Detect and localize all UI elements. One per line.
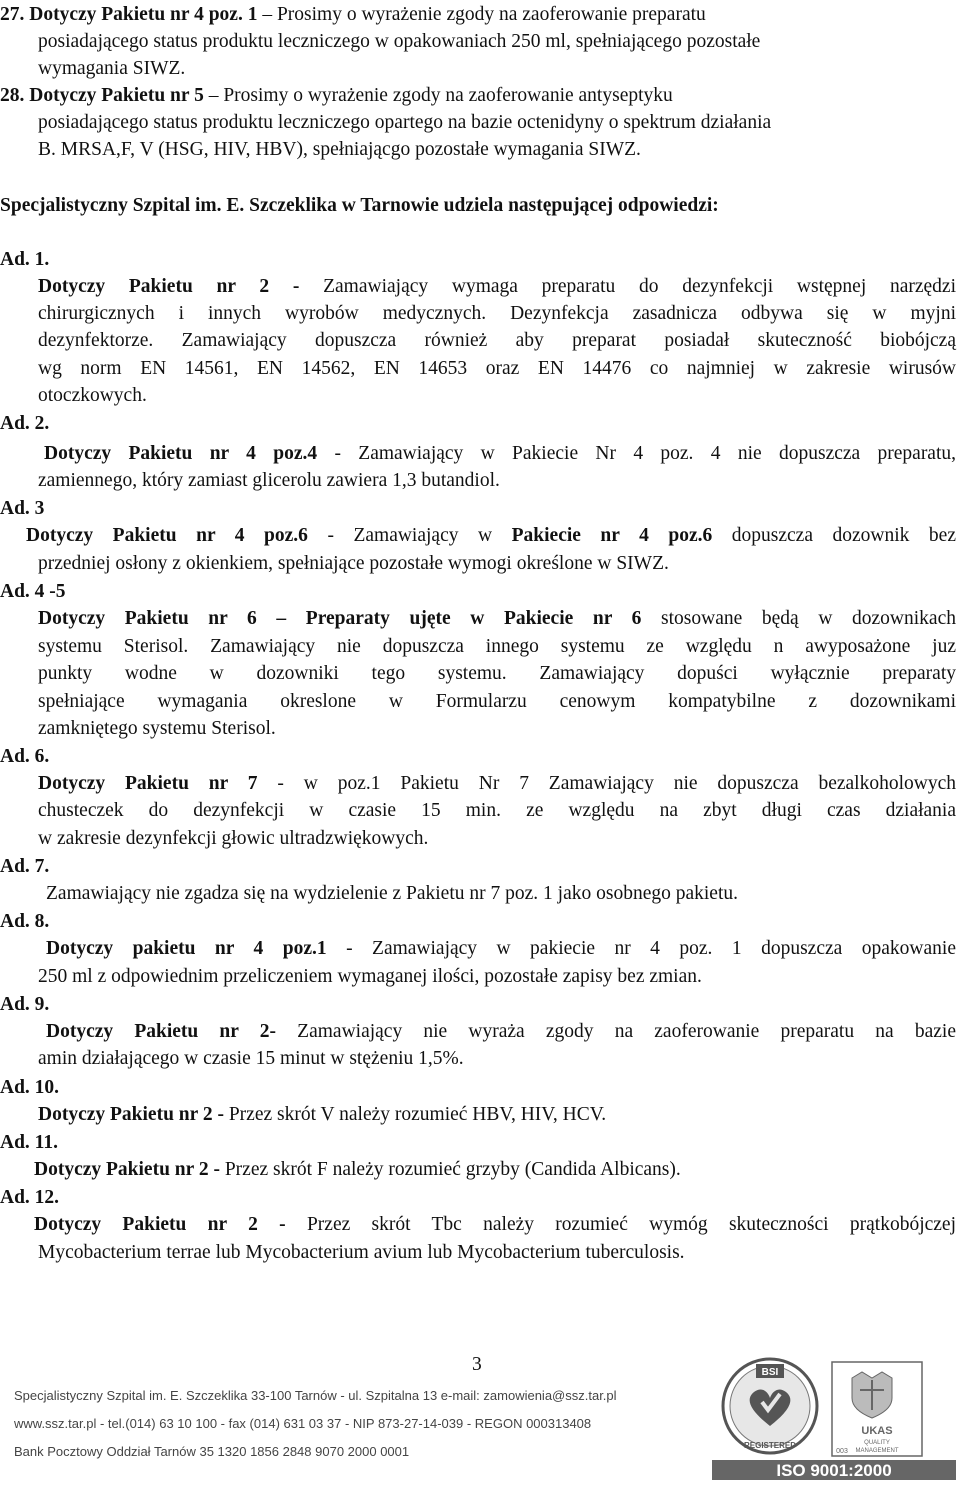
ad-2-line-1 bbox=[44, 441, 956, 468]
ad-8-label: Ad. 8. bbox=[0, 911, 50, 932]
ad-4-5-line-5: zamkniętego systemu Sterisol. bbox=[38, 718, 276, 739]
ad-10-line-1 bbox=[38, 1102, 606, 1129]
ad-6-line-3: w zakresie dezynfekcji głowic ultradzwiękowych. bbox=[38, 828, 429, 849]
item-number: 28. bbox=[0, 85, 25, 106]
ad-1-line-1 bbox=[38, 274, 956, 301]
ad-9-line-2: amin działającego w czasie 15 minut w stężeniu 1,5%. bbox=[38, 1048, 464, 1069]
ad-6-line-2: chusteczek do dezynfekcji w czasie 15 min. ze względu na zbyt długi czas działania bbox=[38, 800, 956, 821]
ad-8-bold: Dotyczy pakietu nr 4 poz.1 bbox=[46, 938, 327, 959]
item-28-line-3: B. MRSA,F, V (HSG, HIV, HBV), spełniającgo pozostałe wymagania SIWZ. bbox=[38, 139, 641, 160]
ad-1-line-2: chirurgicznych i innych wyrobów medycznych. Dezynfekcja zasadnicza odbywa się w myjni bbox=[38, 303, 956, 324]
ad-12-label: Ad. 12. bbox=[0, 1187, 60, 1208]
ad-4-5-line-1 bbox=[38, 606, 956, 633]
ad-6-text: - w poz.1 Pakietu Nr 7 Zamawiający nie dopuszcza bezalkoholowych bbox=[257, 773, 957, 794]
footer-contact: www.ssz.tar.pl - tel.(014) 63 10 100 - fax (014) 631 03 37 - NIP 873-27-14-039 - REGON 000313408 bbox=[14, 1416, 592, 1431]
ad-3-line-2: przedniej osłony z okienkiem, spełniające pozostałe wymogi określone w SIWZ. bbox=[38, 553, 669, 574]
ad-1-label: Ad. 1. bbox=[0, 249, 50, 270]
ad-11-label: Ad. 11. bbox=[0, 1132, 58, 1153]
item-lead: Dotyczy Pakietu nr 4 poz. 1 bbox=[29, 4, 258, 25]
ad-6-line-1 bbox=[38, 771, 956, 798]
iso-text: ISO 9001:2000 bbox=[776, 1461, 892, 1480]
ad-12-text: Przez skrót Tbc należy rozumieć wymóg skuteczności prątkobójczej bbox=[285, 1214, 956, 1235]
ad-4-5-line-2: systemu Sterisol. Zamawiający nie dopuszcza innego systemu ze względu n awyposażone juz bbox=[38, 636, 956, 657]
ukas-quality-text: QUALITY bbox=[864, 1440, 890, 1446]
ad-11-bold: Dotyczy Pakietu nr 2 - bbox=[34, 1159, 220, 1180]
ad-4-5-bold: Dotyczy Pakietu nr 6 – Preparaty ujęte w Pakiecie nr 6 bbox=[38, 608, 642, 629]
ad-3-text-rest: dopuszcza dozownik bez bbox=[712, 525, 956, 546]
ad-12-bold: Dotyczy Pakietu nr 2 - bbox=[34, 1214, 286, 1235]
ad-8-line-1 bbox=[46, 936, 956, 963]
ad-3-label: Ad. 3 bbox=[0, 498, 45, 519]
ad-8-line-2: 250 ml z odpowiednim przeliczeniem wymaganej ilości, pozostałe zapisy bez zmian. bbox=[38, 966, 702, 987]
ukas-badge bbox=[832, 1362, 922, 1456]
ad-12-line-1 bbox=[34, 1212, 956, 1239]
ad-4-5-text: stosowane będą w dozownikach bbox=[641, 608, 956, 629]
ad-7-label: Ad. 7. bbox=[0, 856, 50, 877]
ad-2-text: - Zamawiający w Pakiecie Nr 4 poz. 4 nie dopuszcza preparatu, bbox=[317, 443, 957, 464]
certification-badges bbox=[712, 1356, 956, 1480]
iso-certification-logo bbox=[712, 1356, 956, 1480]
footer-bank: Bank Pocztowy Oddział Tarnów 35 1320 1856 2848 9070 2000 0001 bbox=[14, 1444, 410, 1459]
ukas-management-text: MANAGEMENT bbox=[855, 1448, 899, 1454]
ad-1-line-3: dezynfektorze. Zamawiający dopuszcza również aby preparat posiadał skuteczność biobójczą bbox=[38, 330, 956, 351]
ad-11-text: Przez skrót F należy rozumieć grzyby (Candida Albicans). bbox=[219, 1159, 681, 1180]
item-28-line-1 bbox=[0, 83, 673, 110]
item-28-line-2: posiadającego status produktu leczniczego opartego na bazie octenidyny o spektrum działania bbox=[38, 112, 772, 133]
ad-11-line-1 bbox=[34, 1157, 681, 1184]
footer-address: Specjalistyczny Szpital im. E. Szczeklika 33-100 Tarnów - ul. Szpitalna 13 e-mail: zamowienia@ssz.tar.pl bbox=[14, 1388, 617, 1403]
ad-1-line-4: wg norm EN 14561, EN 14562, EN 14653 oraz EN 14476 co najmniej w zakresie wirusów bbox=[38, 358, 956, 379]
ad-1-line-5: otoczkowych. bbox=[38, 385, 147, 406]
ad-3-text: - Zamawiający w bbox=[307, 525, 512, 546]
bsi-text: BSI bbox=[761, 1367, 779, 1378]
ad-2-label: Ad. 2. bbox=[0, 413, 50, 434]
ad-3-bold-2: Pakiecie nr 4 poz.6 bbox=[511, 525, 713, 546]
page-number: 3 bbox=[472, 1354, 482, 1375]
ad-2-bold: Dotyczy Pakietu nr 4 poz.4 bbox=[44, 443, 318, 464]
ad-9-label: Ad. 9. bbox=[0, 994, 50, 1015]
ad-10-text: Przez skrót V należy rozumieć HBV, HIV, HCV. bbox=[223, 1104, 607, 1125]
item-text: – Prosimy o wyrażenie zgody na zaoferowanie antyseptyku bbox=[203, 85, 673, 106]
ad-6-label: Ad. 6. bbox=[0, 746, 50, 767]
response-heading: Specjalistyczny Szpital im. E. Szczeklika w Tarnowie udziela następującej odpowiedzi: bbox=[0, 195, 719, 216]
ad-3-line-1 bbox=[26, 523, 956, 550]
ad-12-line-2: Mycobacterium terrae lub Mycobacterium avium lub Mycobacterium tuberculosis. bbox=[38, 1242, 685, 1263]
ad-2-line-2: zamiennego, który zamiast glicerolu zawiera 1,3 butandiol. bbox=[38, 470, 500, 491]
bsi-registered-text: REGISTERED bbox=[743, 1441, 797, 1450]
ad-10-label: Ad. 10. bbox=[0, 1077, 60, 1098]
item-text: – Prosimy o wyrażenie zgody na zaoferowanie preparatu bbox=[257, 4, 706, 25]
item-lead: Dotyczy Pakietu nr 5 bbox=[29, 85, 204, 106]
item-number: 27. bbox=[0, 4, 25, 25]
item-27-line-3: wymagania SIWZ. bbox=[38, 58, 186, 79]
ad-7-line-1: Zamawiający nie zgadza się na wydzielenie z Pakietu nr 7 poz. 1 jako osobnego pakietu. bbox=[46, 883, 738, 904]
ad-9-bold: Dotyczy Pakietu nr 2- bbox=[46, 1021, 276, 1042]
ad-6-bold: Dotyczy Pakietu nr 7 bbox=[38, 773, 258, 794]
ukas-number-text: 003 bbox=[836, 1448, 848, 1455]
ad-4-5-line-4: spełniające wymagania okreslone w Formularzu cenowym kompatybilne z dozownikami bbox=[38, 691, 956, 712]
ukas-text: UKAS bbox=[861, 1425, 893, 1437]
ad-4-5-line-3: punkty wodne w dozowniki tego systemu. Zamawiający dopuści wyłącznie preparaty bbox=[38, 663, 956, 684]
ad-9-text: Zamawiający nie wyraża zgody na zaoferowanie preparatu na bazie bbox=[276, 1021, 956, 1042]
ad-10-bold: Dotyczy Pakietu nr 2 - bbox=[38, 1104, 224, 1125]
ad-1-bold: Dotyczy Pakietu nr 2 - bbox=[38, 276, 300, 297]
ad-1-text: Zamawiający wymaga preparatu do dezynfekcji wstępnej narzędzi bbox=[299, 276, 956, 297]
item-27-line-1 bbox=[0, 2, 706, 29]
item-27-line-2: posiadającego status produktu leczniczego w opakowaniach 250 ml, spełniającego pozostałe bbox=[38, 31, 761, 52]
ad-9-line-1 bbox=[46, 1019, 956, 1046]
ad-8-text: - Zamawiający w pakiecie nr 4 poz. 1 dopuszcza opakowanie bbox=[326, 938, 956, 959]
ad-3-bold-1: Dotyczy Pakietu nr 4 poz.6 bbox=[26, 525, 308, 546]
ad-4-5-label: Ad. 4 -5 bbox=[0, 581, 66, 602]
bsi-registered-badge bbox=[723, 1359, 817, 1453]
